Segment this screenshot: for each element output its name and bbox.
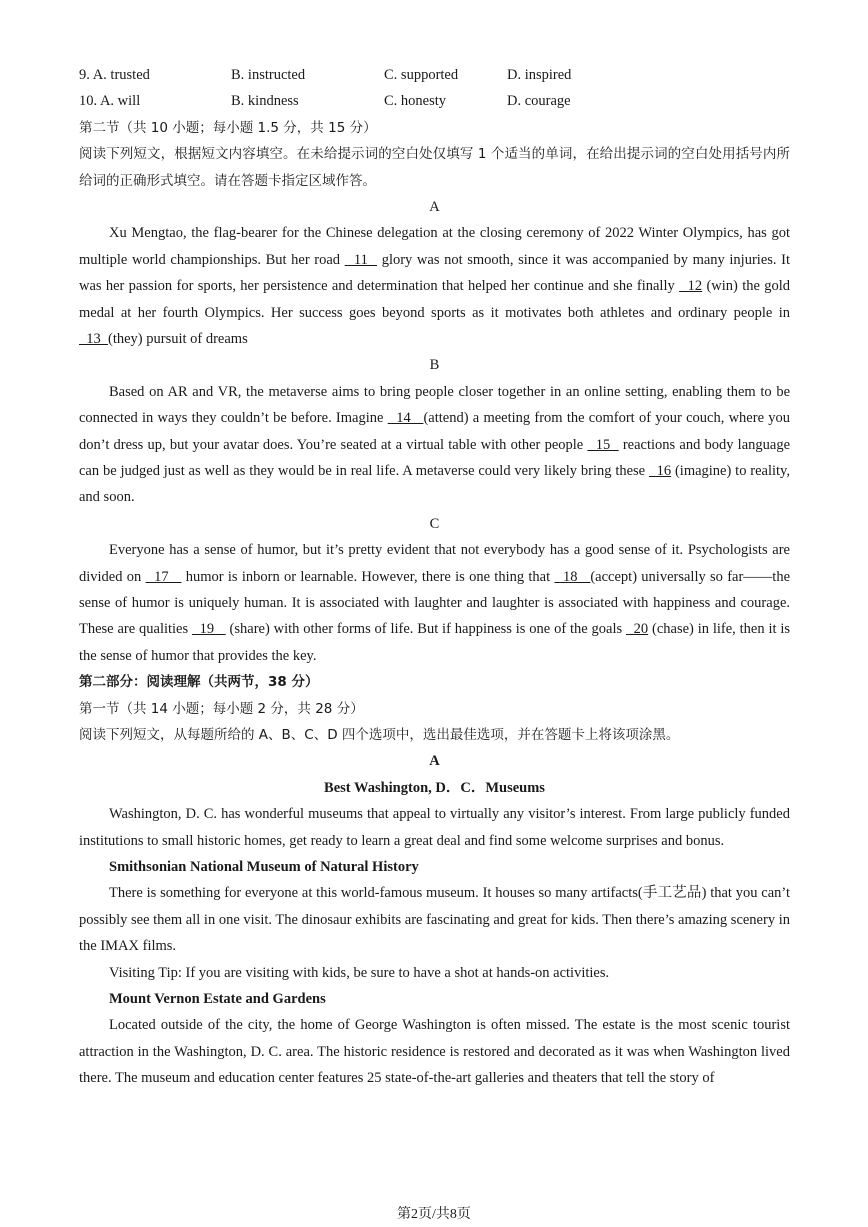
- reading-a-intro: Washington, D. C. has wonderful museums that appeal to virtually any visitor’s interest. From large publicly funded institutions to small historic homes, get ready to learn a great deal and find some welcome surprises and bonus.: [79, 806, 790, 849]
- option-b: B. kindness: [231, 93, 299, 110]
- museum-heading-natural-history: Smithsonian National Museum of Natural History: [109, 859, 419, 876]
- blank-17[interactable]: 17: [145, 568, 182, 585]
- blank-19[interactable]: 19: [191, 621, 226, 638]
- reading-a-label: A: [429, 753, 440, 770]
- passage-a-text: Xu Mengtao, the flag-bearer for the Chinese delegation at the closing ceremony of 2022 Winter Olympics, has got multiple world championships. But her road 11 glory was not smooth, since it was accompanied by many injuries. It was her passion for sports, her persistence and determination that helped her continue and she finally 12 (win) the gold medal at her fourth Olympics. Her success goes beyond sports as it motivates both athletes and ordinary people in 13 (they) pursuit of dreams: [79, 225, 791, 347]
- blank-20[interactable]: 20: [626, 621, 649, 638]
- option-a: 9. A. trusted: [79, 67, 150, 83]
- reading-a-title: Best Washington, D．C．Museums: [324, 779, 545, 796]
- museum-paragraph-mount-vernon: Located outside of the city, the home of George Washington is often missed. The estate is the most scenic tourist attraction in the Washington, D. C. area. The historic residence is restored and decorated as it was when Washington lived there. The museum and education center features 25 state-of-the-art galleries and theaters that tell the story of: [79, 1017, 790, 1087]
- section-2-heading: 第二节（共 10 小题；每小题 1.5 分，共 15 分）: [79, 119, 377, 136]
- option-c: C. honesty: [384, 93, 447, 110]
- page-number: 第2页/共8页: [397, 1207, 471, 1222]
- part-2-heading: 第二部分：阅读理解（共两节，38 分）: [79, 674, 319, 691]
- part-2-instruction: 阅读下列短文，从每题所给的 A、B、C、D 四个选项中，选出最佳选项，并在答题卡上将该项涂黑。: [79, 727, 680, 744]
- question-9-options: [79, 62, 790, 88]
- blank-13[interactable]: 13: [79, 331, 108, 347]
- passage-c-text: Everyone has a sense of humor, but it’s pretty evident that not everybody has a good sense of it. Psychologists are divided on 17 humor is inborn or learnable. However, there is one thing that 18 (accept) universally so far——the sense of humor is uniquely human. It is associated with laughter and laughter is associated with happiness and courage. These are qualities 19 (share) with other forms of life. But if happiness is one of the goals 20 (chase) in life, then it is the sense of humor that provides the key.: [79, 542, 791, 664]
- museum-paragraph-natural-history: There is something for everyone at this world-famous museum. It houses so many artifacts(手工艺品) that you can’t possibly see them all in one visit. The dinosaur exhibits are fascinating and great for kids. Then there’s amazing scenery in the IMAX films.: [79, 885, 790, 955]
- blank-15[interactable]: 15: [587, 436, 619, 453]
- blank-12[interactable]: 12: [679, 278, 703, 295]
- passage-c-label: C: [429, 515, 440, 532]
- passage-b-label: B: [429, 357, 440, 374]
- page-content: [79, 62, 790, 1092]
- part-2-section-1-heading: 第一节（共 14 小题；每小题 2 分，共 28 分）: [79, 700, 364, 717]
- option-c: C. supported: [384, 67, 459, 83]
- passage-a-label: A: [429, 198, 440, 215]
- blank-14[interactable]: 14: [387, 410, 424, 427]
- section-2-instruction: 阅读下列短文，根据短文内容填空。在未给提示词的空白处仅填写 1 个适当的单词，在给出提示词的空白处用括号内所给词的正确形式填空。请在答题卡指定区域作答。: [79, 146, 790, 189]
- option-b: B. instructed: [231, 67, 306, 83]
- option-d: D. courage: [507, 93, 571, 110]
- visiting-tip: Visiting Tip: If you are visiting with kids, be sure to have a shot at hands-on activities.: [109, 964, 610, 981]
- passage-b-text: Based on AR and VR, the metaverse aims to bring people closer together in an online setting, enabling them to be connected in ways they couldn’t be before. Imagine 14 (attend) a meeting from the comfort of your couch, where you don’t dress up, but your avatar does. You’re seated at a virtual table with other people 15 reactions and body language can be judged just as well as they would be in real life. A metaverse could very likely bring these 16 (imagine) to reality, and soon.: [79, 383, 791, 506]
- blank-11[interactable]: 11: [344, 251, 378, 268]
- option-d: D. inspired: [507, 67, 572, 83]
- question-10-options: [79, 88, 790, 114]
- blank-18[interactable]: 18: [554, 568, 591, 585]
- blank-16[interactable]: 16: [648, 463, 672, 480]
- option-a: 10. A. will: [79, 93, 141, 110]
- museum-heading-mount-vernon: Mount Vernon Estate and Gardens: [109, 991, 326, 1008]
